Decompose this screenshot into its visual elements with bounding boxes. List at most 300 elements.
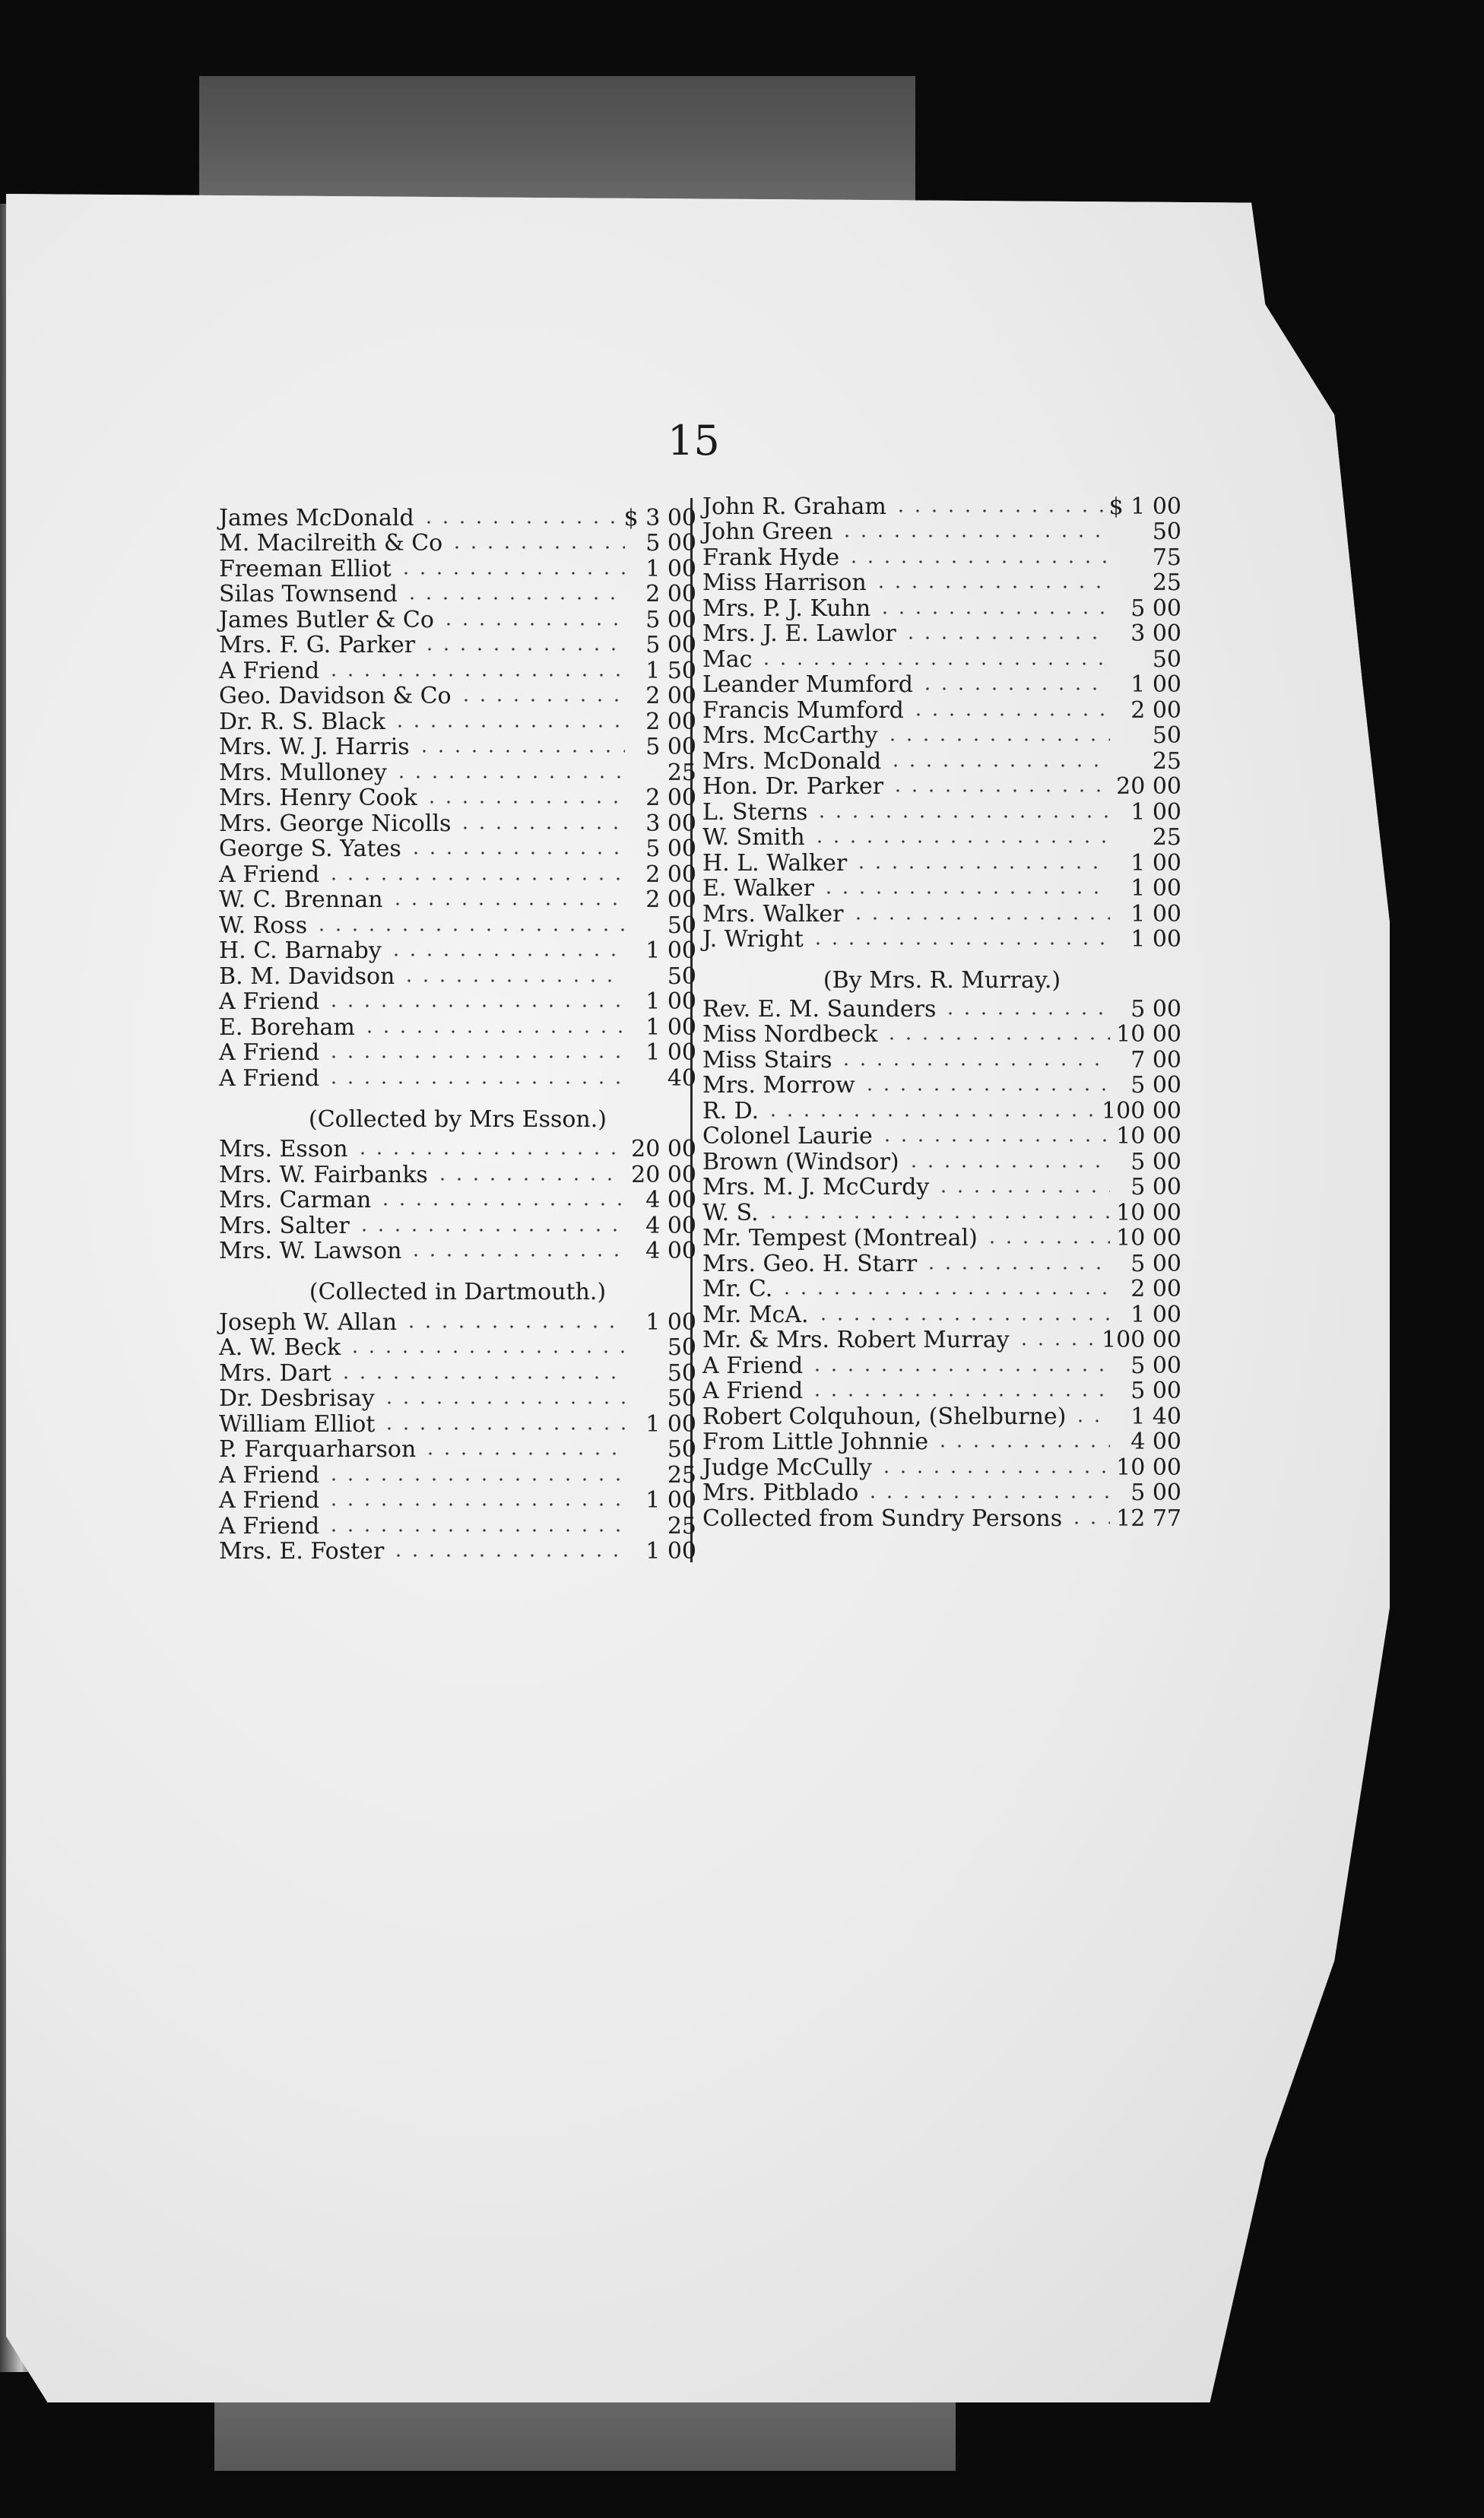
right-list-2 — [702, 997, 1181, 1532]
subscriber-row — [702, 826, 1181, 851]
subscription-amount: 10 00 — [1116, 1225, 1181, 1251]
dot-leader — [388, 950, 625, 959]
subscriber-row — [219, 760, 696, 786]
subscription-amount: 4 00 — [1130, 1429, 1181, 1455]
subscriber-name: Miss Nordbeck — [702, 1021, 878, 1048]
dot-leader — [934, 1441, 1110, 1451]
subscriber-row — [219, 1137, 696, 1163]
subscriber-name: W. C. Brennan — [219, 886, 383, 913]
subscription-amount: 1 00 — [645, 1538, 696, 1565]
subscription-amount: 1 50 — [645, 657, 696, 684]
dot-leader — [449, 543, 625, 552]
subscriber-name: Joseph W. Allan — [219, 1308, 398, 1336]
subscriber-row — [219, 1188, 696, 1214]
subscriber-name: Mrs. Morrow — [702, 1072, 855, 1099]
subscriber-row — [702, 928, 1181, 953]
subscriber-name: M. Macilreith & Co — [219, 530, 443, 557]
subscriber-name: Mr. McA. — [702, 1301, 809, 1328]
subscription-amount: 2 00 — [645, 708, 696, 735]
subscriber-row — [219, 1239, 696, 1265]
subscription-amount: 1 00 — [1130, 875, 1181, 902]
subscription-amount: 4 00 — [645, 1187, 696, 1213]
subscription-amount: 10 00 — [1116, 1199, 1181, 1226]
dot-leader — [809, 1365, 1110, 1375]
dot-leader — [887, 761, 1110, 770]
subscriber-name: Mr. C. — [702, 1276, 773, 1302]
subscriber-row — [702, 1251, 1181, 1277]
subscriber-name: William Elliot — [219, 1410, 376, 1438]
subscriber-name: Mrs. Carman — [219, 1187, 372, 1213]
subscriber-row — [219, 1489, 696, 1514]
dot-leader — [1016, 1340, 1096, 1349]
subscription-amount: 2 00 — [645, 581, 696, 607]
subscriber-row — [219, 913, 696, 939]
dot-leader — [919, 684, 1110, 693]
subscriber-name: Mr. Tempest (Montreal) — [702, 1225, 978, 1251]
subscriber-name: W. S. — [702, 1199, 759, 1226]
dot-leader — [407, 1251, 625, 1260]
dot-leader — [884, 735, 1110, 744]
subscriber-row — [219, 709, 696, 735]
subscriber-row — [219, 1361, 696, 1387]
subscription-amount: 5 00 — [645, 632, 696, 658]
subscription-amount: 5 00 — [1130, 1174, 1181, 1200]
subscription-amount: 20 00 — [631, 1136, 696, 1162]
right-list-1 — [702, 494, 1181, 953]
subscription-amount: 12 77 — [1116, 1505, 1181, 1532]
dot-leader — [392, 721, 625, 731]
subscription-amount: 10 00 — [1116, 1123, 1181, 1150]
dot-leader — [325, 671, 625, 680]
subscription-amount: 5 00 — [1130, 1148, 1181, 1175]
subscriber-row — [702, 1150, 1181, 1175]
subscriber-name: Dr. R. S. Black — [219, 708, 385, 735]
dot-leader — [765, 1111, 1096, 1120]
subscriber-name: A Friend — [219, 1461, 320, 1489]
subscription-amount: 5 00 — [645, 530, 696, 557]
left-column — [219, 506, 696, 1565]
subscriber-row — [702, 1455, 1181, 1481]
subscription-amount: 20 00 — [1116, 773, 1181, 800]
subscriber-name: W. Ross — [219, 912, 308, 939]
dot-leader — [356, 1226, 625, 1235]
dot-leader — [338, 1373, 625, 1382]
subscriber-row — [219, 786, 696, 812]
right-column — [702, 494, 1181, 1532]
subscriber-name: A Friend — [702, 1352, 804, 1379]
subscription-amount: 10 00 — [1116, 1454, 1181, 1481]
subscriber-row — [702, 1379, 1181, 1405]
subscriber-name: James McDonald — [219, 504, 414, 531]
subscription-amount: 50 — [667, 962, 696, 990]
subscription-amount: 1 00 — [1130, 849, 1181, 877]
dot-leader — [381, 1398, 625, 1407]
subscriber-row — [702, 673, 1181, 699]
subscriber-row — [702, 1124, 1181, 1150]
subscriber-name: Mrs. J. E. Lawlor — [702, 620, 896, 647]
subscription-amount: 75 — [1152, 544, 1181, 571]
dot-leader — [809, 1391, 1110, 1400]
dot-leader — [398, 569, 625, 578]
subscriber-row — [702, 1404, 1181, 1430]
subscriber-row — [219, 862, 696, 888]
subscription-amount: 5 00 — [1130, 1250, 1181, 1277]
subscriber-name: A Friend — [219, 657, 320, 684]
subscriber-row — [702, 775, 1181, 801]
subscriber-name: Mrs. W. J. Harris — [219, 734, 410, 760]
subscriber-row — [219, 1041, 696, 1067]
subscriber-name: W. Smith — [702, 824, 805, 851]
subscription-amount: 5 00 — [1130, 1072, 1181, 1099]
subscriber-row — [219, 1387, 696, 1413]
subscription-amount: 1 40 — [1130, 1403, 1181, 1430]
dot-leader — [864, 1492, 1110, 1502]
subscriber-name: A Friend — [219, 861, 320, 888]
subscriber-name: Mrs. George Nicolls — [219, 810, 452, 837]
document-page — [6, 194, 1390, 2402]
dot-leader — [389, 899, 625, 909]
subscription-amount: 1 00 — [645, 555, 696, 582]
dot-leader — [420, 518, 618, 527]
subscriber-row — [219, 964, 696, 990]
subscriber-row — [219, 1162, 696, 1188]
subscriber-name: Mrs. P. J. Kuhn — [702, 595, 871, 622]
subscription-amount: 50 — [667, 1385, 696, 1412]
subscription-amount: 50 — [667, 912, 696, 939]
subscriber-name: Mrs. Salter — [219, 1212, 350, 1239]
subscription-amount: 25 — [667, 759, 696, 786]
subscriber-name: Mrs. W. Lawson — [219, 1238, 402, 1264]
dot-leader — [893, 506, 1103, 515]
left-heading-esson: (Collected by Mrs Esson.) — [308, 1105, 607, 1133]
subscriber-row — [219, 506, 696, 531]
dot-leader — [401, 976, 625, 985]
dot-leader — [902, 633, 1110, 642]
dot-leader — [325, 1052, 625, 1061]
subscription-amount: 50 — [667, 1436, 696, 1463]
dot-leader — [354, 1149, 625, 1158]
subscriber-row — [219, 684, 696, 710]
subscription-amount: 5 00 — [1130, 1378, 1181, 1404]
subscriber-row — [702, 1430, 1181, 1456]
subscription-amount: 2 00 — [1130, 696, 1181, 724]
subscriber-name: A Friend — [219, 1039, 320, 1066]
subscriber-name: A Friend — [702, 1378, 804, 1404]
subscriber-row — [219, 1066, 696, 1092]
subscription-amount: 5 00 — [645, 734, 696, 760]
subscription-amount: 3 00 — [645, 810, 696, 837]
subscription-amount: 2 00 — [645, 683, 696, 709]
dot-leader — [877, 608, 1110, 617]
subscriber-name: John R. Graham — [702, 493, 886, 520]
subscriber-row — [219, 811, 696, 837]
dot-leader — [878, 1467, 1110, 1476]
subscriber-name: Rev. E. M. Saunders — [702, 995, 937, 1023]
subscription-amount: 5 00 — [645, 606, 696, 633]
dot-leader — [393, 772, 625, 782]
dot-leader — [325, 1475, 625, 1484]
subscriber-row — [702, 647, 1181, 673]
subscription-amount: 5 00 — [1130, 595, 1181, 622]
dot-leader — [434, 1175, 625, 1184]
subscriber-name: E. Walker — [702, 875, 814, 902]
subscription-amount: 3 00 — [1130, 620, 1181, 647]
subscriber-name: Mrs. Henry Cook — [219, 785, 417, 811]
dot-leader — [883, 1034, 1110, 1043]
subscription-amount: 4 00 — [645, 1238, 696, 1264]
subscriber-row — [219, 990, 696, 1016]
subscriber-row — [702, 571, 1181, 597]
subscriber-name: Hon. Dr. Parker — [702, 773, 884, 800]
subscription-amount: 100 00 — [1102, 1097, 1181, 1124]
subscription-amount: 2 00 — [645, 861, 696, 888]
subscriber-name: Mrs. F. G. Parker — [219, 632, 416, 658]
dot-leader — [381, 1424, 625, 1433]
dot-leader — [879, 1136, 1110, 1145]
subscriber-row — [219, 735, 696, 761]
dot-leader — [1072, 1416, 1110, 1425]
subscription-amount: $ 1 00 — [1108, 493, 1181, 520]
subscription-amount: 10 00 — [1116, 1021, 1181, 1048]
dot-leader — [838, 1060, 1110, 1069]
dot-leader — [423, 798, 625, 807]
dot-leader — [778, 1289, 1110, 1298]
dot-leader — [325, 1078, 625, 1087]
subscription-amount: 4 00 — [645, 1212, 696, 1239]
dot-leader — [839, 531, 1110, 541]
subscriber-name: A Friend — [219, 1487, 320, 1514]
subscriber-row — [702, 494, 1181, 520]
subscriber-name: Mrs. McCarthy — [702, 722, 878, 749]
subscriber-row — [219, 1463, 696, 1489]
subscriber-row — [702, 1506, 1181, 1532]
subscription-amount: 1 00 — [1130, 926, 1181, 953]
subscriber-name: J. Wright — [702, 926, 804, 953]
subscriber-name: Francis Mumford — [702, 696, 904, 724]
subscriber-name: E. Boreham — [219, 1013, 355, 1041]
subscriber-name: A. W. Beck — [219, 1334, 341, 1361]
dot-leader — [347, 1347, 625, 1356]
subscriber-row — [702, 851, 1181, 877]
subscriber-row — [219, 1336, 696, 1362]
dot-leader — [905, 1162, 1110, 1171]
subscriber-name: Mrs. Mulloney — [219, 759, 387, 786]
subscriber-name: Dr. Desbrisay — [219, 1385, 375, 1412]
subscription-amount: 2 00 — [645, 785, 696, 811]
dot-leader — [765, 1213, 1110, 1222]
subscriber-row — [219, 557, 696, 582]
subscriber-row — [702, 1200, 1181, 1226]
subscriber-name: Miss Stairs — [702, 1046, 832, 1073]
subscriber-name: Freeman Elliot — [219, 555, 392, 582]
dot-leader — [325, 1001, 625, 1010]
left-list-3 — [219, 1310, 696, 1565]
subscriber-name: Mr. & Mrs. Robert Murray — [702, 1327, 1010, 1353]
subscription-amount: 1 00 — [1130, 798, 1181, 826]
dot-leader — [820, 888, 1110, 897]
subscription-amount: 1 00 — [645, 1308, 696, 1336]
subscriber-row — [219, 658, 696, 684]
subscription-amount: 25 — [667, 1461, 696, 1489]
subscriber-row — [219, 1438, 696, 1464]
subscriber-row — [219, 1015, 696, 1041]
subscriber-name: Mrs. Walker — [702, 900, 844, 928]
right-heading-murray: (By Mrs. R. Murray.) — [823, 967, 1061, 994]
subscription-amount: 100 00 — [1102, 1327, 1181, 1353]
dot-leader — [403, 1322, 625, 1331]
subscriber-name: Judge McCully — [702, 1454, 872, 1481]
subscription-amount: 25 — [1152, 824, 1181, 851]
subscriber-name: Miss Harrison — [702, 569, 867, 596]
dot-leader — [422, 1449, 625, 1458]
subscriber-row — [702, 1302, 1181, 1328]
subscriber-row — [702, 1175, 1181, 1201]
subscriber-name: Mrs. W. Fairbanks — [219, 1161, 428, 1188]
subscriber-row — [702, 622, 1181, 648]
subscriber-row — [702, 1099, 1181, 1124]
dot-leader — [889, 786, 1110, 795]
dot-leader — [440, 620, 625, 629]
subscription-amount: 5 00 — [1130, 1352, 1181, 1379]
page-number: 15 — [667, 417, 720, 465]
dot-leader — [811, 837, 1110, 846]
subscription-amount: 5 00 — [1130, 995, 1181, 1023]
dot-leader — [853, 863, 1110, 872]
subscription-amount: 2 00 — [1130, 1276, 1181, 1302]
subscriber-row — [219, 633, 696, 659]
left-heading-dartmouth: (Collected in Dartmouth.) — [309, 1279, 607, 1305]
subscriber-row — [702, 1073, 1181, 1099]
subscriber-name: Mac — [702, 645, 753, 673]
subscription-amount: 50 — [1152, 645, 1181, 673]
dot-leader — [390, 1551, 625, 1560]
dot-leader — [325, 1500, 625, 1509]
dot-leader — [421, 645, 625, 654]
subscriber-row — [219, 531, 696, 557]
subscription-amount: 2 00 — [645, 886, 696, 913]
subscription-amount: 50 — [667, 1334, 696, 1361]
subscriber-row — [702, 1277, 1181, 1303]
subscription-amount: 1 00 — [645, 1013, 696, 1041]
subscription-amount: 50 — [667, 1359, 696, 1387]
subscription-amount: 20 00 — [631, 1161, 696, 1188]
subscriber-row — [702, 1048, 1181, 1073]
subscriber-name: Colonel Laurie — [702, 1123, 873, 1150]
subscription-amount: 5 00 — [1130, 1479, 1181, 1506]
subscriber-name: Brown (Windsor) — [702, 1148, 899, 1175]
dot-leader — [1068, 1518, 1110, 1527]
dot-leader — [313, 925, 625, 934]
subscriber-row — [219, 1412, 696, 1438]
dot-leader — [325, 874, 625, 883]
dot-leader — [984, 1238, 1110, 1247]
dot-leader — [416, 747, 625, 756]
subscriber-row — [702, 1226, 1181, 1252]
subscriber-name: A Friend — [219, 1064, 320, 1092]
subscriber-name: Mrs. Esson — [219, 1136, 348, 1162]
subscriber-name: A Friend — [219, 988, 320, 1015]
dot-leader — [407, 848, 625, 858]
subscription-amount: 5 00 — [645, 836, 696, 862]
subscription-amount: 25 — [1152, 747, 1181, 775]
subscriber-name: From Little Johnnie — [702, 1429, 929, 1455]
dot-leader — [361, 1027, 625, 1036]
subscriber-name: Mrs. E. Foster — [219, 1538, 385, 1565]
subscriber-row — [219, 1310, 696, 1336]
subscriber-row — [702, 997, 1181, 1023]
subscriber-name: Collected from Sundry Persons — [702, 1505, 1063, 1532]
subscriber-row — [219, 837, 696, 863]
dot-leader — [861, 1085, 1110, 1094]
subscription-amount: 1 00 — [645, 988, 696, 1015]
subscriber-name: Mrs. Dart — [219, 1359, 331, 1387]
subscriber-name: B. M. Davidson — [219, 962, 395, 990]
dot-leader — [457, 823, 625, 832]
dot-leader — [810, 939, 1110, 948]
subscription-amount: 1 00 — [645, 937, 696, 964]
dot-leader — [850, 914, 1110, 923]
subscriber-name: Silas Townsend — [219, 581, 398, 607]
subscriber-row — [219, 1213, 696, 1239]
subscriber-row — [702, 749, 1181, 775]
dot-leader — [942, 1009, 1110, 1018]
subscriber-name: Mrs. McDonald — [702, 747, 882, 775]
subscriber-row — [702, 698, 1181, 724]
subscriber-row — [219, 888, 696, 914]
subscriber-row — [702, 724, 1181, 750]
subscriber-row — [219, 939, 696, 965]
subscription-amount: $ 3 00 — [623, 504, 696, 531]
subscriber-name: L. Sterns — [702, 798, 808, 826]
subscription-amount: 1 00 — [1130, 671, 1181, 698]
subscriber-row — [219, 582, 696, 608]
subscriber-name: Frank Hyde — [702, 544, 840, 571]
subscriber-name: Mrs. Pitblado — [702, 1479, 859, 1506]
subscriber-name: Robert Colquhoun, (Shelburne) — [702, 1403, 1067, 1430]
dot-leader — [815, 1314, 1110, 1324]
subscription-amount: 7 00 — [1130, 1046, 1181, 1073]
subscriber-name: A Friend — [219, 1512, 320, 1540]
subscription-amount: 1 00 — [1130, 1301, 1181, 1328]
subscription-amount: 50 — [1152, 519, 1181, 545]
subscriber-row — [702, 596, 1181, 622]
subscriber-row — [219, 1540, 696, 1565]
dot-leader — [935, 1187, 1110, 1196]
binding-tape-top — [199, 76, 915, 213]
subscription-amount: 40 — [667, 1064, 696, 1092]
subscriber-name: John Green — [702, 519, 833, 545]
subscriber-name: James Butler & Co — [219, 606, 434, 633]
subscriber-name: H. L. Walker — [702, 849, 848, 877]
subscription-amount: 1 00 — [1130, 900, 1181, 928]
subscription-amount: 50 — [1152, 722, 1181, 749]
subscriber-row — [702, 800, 1181, 826]
subscriber-name: Leander Mumford — [702, 671, 913, 698]
dot-leader — [910, 710, 1110, 719]
subscriber-row — [702, 1328, 1181, 1354]
subscriber-name: Mrs. M. J. McCurdy — [702, 1174, 930, 1200]
subscriber-row — [702, 520, 1181, 546]
subscriber-row — [702, 902, 1181, 928]
subscriber-row — [702, 545, 1181, 571]
dot-leader — [458, 696, 625, 705]
dot-leader — [377, 1200, 625, 1209]
left-list-2 — [219, 1137, 696, 1265]
subscriber-name: H. C. Barnaby — [219, 937, 382, 964]
subscriber-row — [702, 1353, 1181, 1379]
dot-leader — [404, 594, 625, 603]
left-list-1 — [219, 506, 696, 1092]
